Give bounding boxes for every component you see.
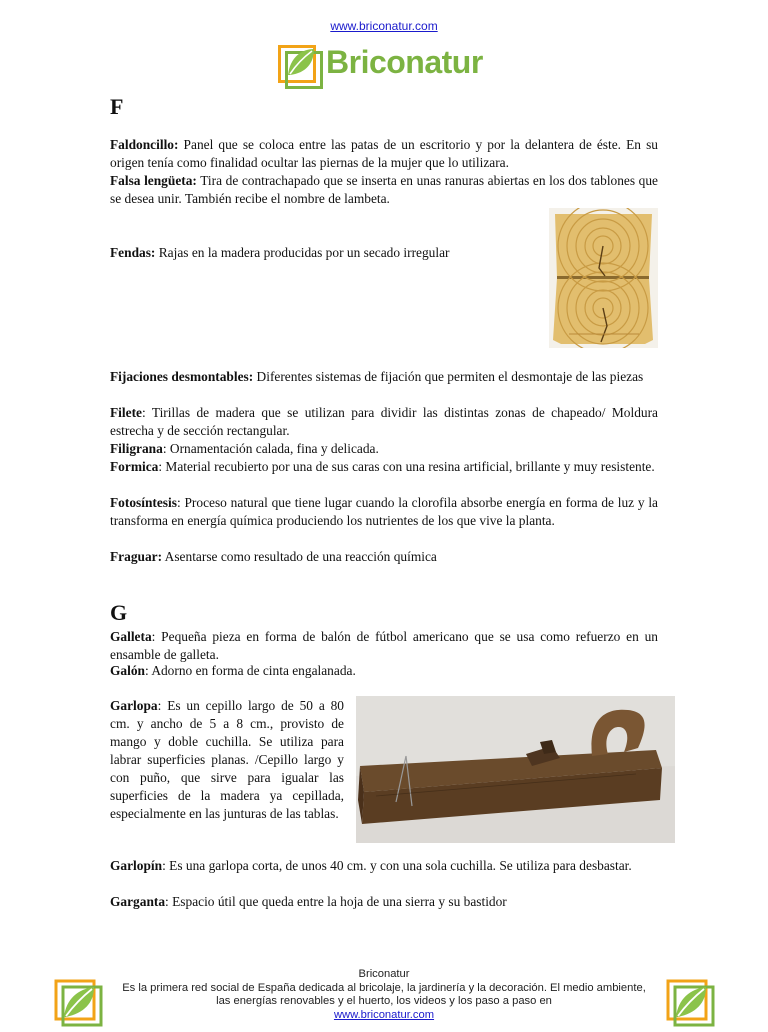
entry-definition: : Es un cepillo largo de 50 a 80 cm. y ancho de 5 a 8 cm., provisto de mango y doble cuchilla. Se utiliza para labrar superficies planas. /Cepillo largo y con puño, que sirve para igualar las superficies de la madera ya cepillada, especialmente en las junturas de las tablas. xyxy=(110,698,344,821)
entry-term: Fijaciones desmontables: xyxy=(110,369,254,384)
entry-term: Fotosíntesis xyxy=(110,495,177,510)
entry-garlopa xyxy=(110,697,344,823)
entry-term: Garlopín xyxy=(110,858,163,873)
footer-link[interactable]: www.briconatur.com xyxy=(333,1008,435,1021)
entry-term: Garlopa xyxy=(110,698,158,713)
entry-term: Galleta xyxy=(110,629,152,644)
entry-falsa-lengueta xyxy=(110,172,658,208)
entry-definition: Asentarse como resultado de una reacción química xyxy=(162,549,437,564)
entry-formica xyxy=(110,458,658,476)
entry-definition: : Pequeña pieza en forma de balón de fútbol americano que se usa como refuerzo en un ensamble de galleta. xyxy=(110,629,658,662)
section-letter-g: G xyxy=(110,600,128,625)
entry-galon xyxy=(110,662,658,680)
entry-definition: : Tirillas de madera que se utilizan para dividir las distintas zonas de chapeado/ Moldura estrecha y de sección rectangular. xyxy=(110,405,658,438)
page-footer xyxy=(0,968,768,1022)
entry-term: Formica xyxy=(110,459,159,474)
entry-term: Fraguar: xyxy=(110,549,163,564)
entry-garganta xyxy=(110,893,658,911)
entry-term: Galón xyxy=(110,663,145,678)
section-letter-f: F xyxy=(110,94,124,119)
entry-definition: Panel que se coloca entre las patas de un escritorio y por la delantera de éste. En su origen tenía como finalidad ocultar las piernas de la mujer que lo utilizara. xyxy=(110,137,658,170)
entry-filigrana xyxy=(110,440,658,458)
entry-term: Filigrana xyxy=(110,441,163,456)
entry-term: Filete xyxy=(110,405,142,420)
entry-fijaciones xyxy=(110,368,658,386)
entry-term: Fendas: xyxy=(110,245,156,260)
entry-definition: : Ornamentación calada, fina y delicada. xyxy=(162,441,379,456)
footer-line-1: Es la primera red social de España dedicada al bricolaje, la jardinería y la decoración. El medio ambiente, xyxy=(122,981,646,994)
entry-filete xyxy=(110,404,658,440)
entry-definition: : Adorno en forma de cinta engalanada. xyxy=(144,663,356,678)
entry-fotosintesis xyxy=(110,494,658,530)
entry-garlopin xyxy=(110,857,658,875)
entry-term: Garganta xyxy=(110,894,166,909)
entry-definition: Rajas en la madera producidas por un secado irregular xyxy=(155,245,450,260)
entry-term: Falsa lengüeta: xyxy=(110,173,197,188)
entry-definition: Diferentes sistemas de fijación que permiten el desmontaje de las piezas xyxy=(253,369,644,384)
footer-title: Briconatur xyxy=(358,968,410,980)
entry-faldoncillo xyxy=(110,136,658,172)
entry-galleta xyxy=(110,628,658,664)
entry-definition: : Material recubierto por una de sus caras con una resina artificial, brillante y muy resistente. xyxy=(158,459,655,474)
header-url xyxy=(0,19,768,33)
garlopa-plane-image xyxy=(356,696,675,843)
header-link[interactable]: www.briconatur.com xyxy=(330,19,438,33)
brand-logo[interactable] xyxy=(276,36,496,88)
entry-fraguar xyxy=(110,548,658,566)
entry-fendas xyxy=(110,244,530,262)
entry-definition: : Es una garlopa corta, de unos 40 cm. y con una sola cuchilla. Se utiliza para desbastar. xyxy=(162,858,632,873)
wood-split-image xyxy=(549,208,658,348)
logo-wordmark: Briconatur xyxy=(326,44,483,80)
entry-definition: : Espacio útil que queda entre la hoja de una sierra y su bastidor xyxy=(165,894,507,909)
entry-definition: Tira de contrachapado que se inserta en unas ranuras abiertas en los dos tablones que se desea unir. También recibe el nombre de lambeta. xyxy=(110,173,658,206)
leaf-logo-icon xyxy=(276,39,322,85)
entry-definition: : Proceso natural que tiene lugar cuando la clorofila absorbe energía en forma de luz y la transforma en energía química produciendo los nutrientes de los que vive la planta. xyxy=(110,495,658,528)
entry-term: Faldoncillo: xyxy=(110,137,179,152)
footer-line-2: las energías renovables y el huerto, los videos y los paso a paso en xyxy=(216,995,552,1007)
